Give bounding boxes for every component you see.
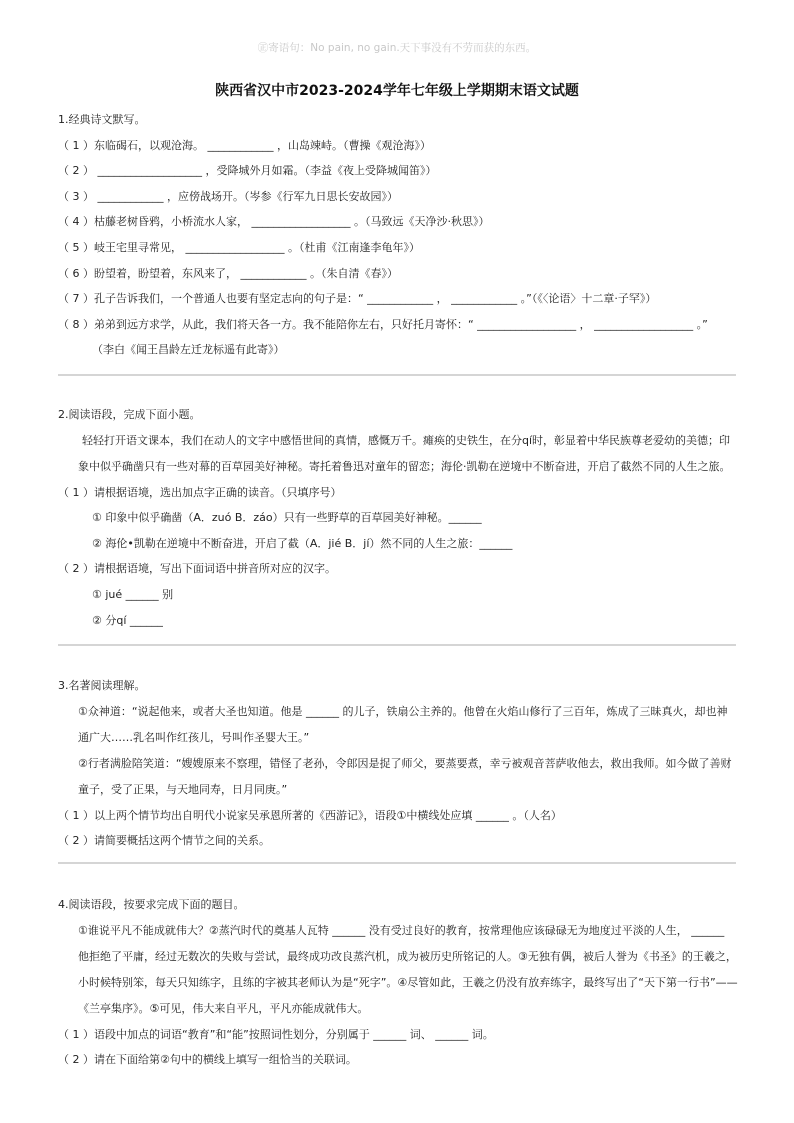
question-4-heading: 4.阅读语段，按要求完成下面的题目。 (58, 898, 245, 911)
question-1 (58, 107, 738, 363)
q1-item-4: （ 4 ）枯藤老树昏鸦，小桥流水人家， __________________ 。（马致远《天净沙·秋思》） (58, 215, 490, 229)
q1-item-5: （ 5 ）岐王宅里寻常见， __________________ 。（杜甫《江南逢李龟年》） (58, 240, 420, 254)
q2-pinyin-2: ② 分qí ______ (92, 613, 163, 627)
question-4 (58, 892, 738, 1073)
page-title: 陕西省汉中市2023-2024学年七年级上学期期末语文试题 (215, 83, 579, 99)
question-2-heading: 2.阅读语段，完成下面小题。 (58, 408, 201, 421)
divider (58, 862, 736, 864)
q2-sub-2: （ 2 ）请根据语境，写出下面词语中拼音所对应的汉字。 (58, 562, 336, 576)
question-3-heading: 3.名著阅读理解。 (58, 679, 146, 692)
divider (58, 374, 736, 376)
q1-item-6: （ 6 ）盼望着，盼望着，东风来了， ____________ 。（朱自清《春》） (58, 266, 398, 280)
q4-sub-1: （ 1 ）语段中加点的词语“教育”和“能”按照词性划分，分别属于 ______ 词、 ______ 词。 (58, 1027, 494, 1041)
question-3 (58, 673, 738, 854)
question-2 (58, 402, 738, 633)
q1-item-8-source: （李白《闻王昌龄左迁龙标遥有此寄》） (92, 343, 285, 357)
q4-passage: ①谁说平凡不能成就伟大？②蒸汽时代的奠基人瓦特 ______ 没有受过良好的教育，按常理他应该碌碌无为地度过平淡的人生， ______ 他拒绝了平庸，经过无数次的失败与尝试，最终成功改良蒸汽机，成为被历史所铭记的人。③无独有偶，被后人誉为《书圣》的王羲之，小时候特别笨，每天只知练字，且练的字被其老师认为是“死字”。④尽管如此，王羲之仍没有放弃练字，最终写出了“天下第一行书”——《兰亭集序》。⑤可见，伟大来自平凡，平凡亦能成就伟大。 (78, 923, 738, 1015)
q3-passage-2: ②行者满脸陪笑道：“嫂嫂原来不察理，错怪了老孙，令郎因是捉了师父，要蒸要煮，幸亏被观音菩萨收他去，救出我师。如今做了善财童子，受了正果，与天地同寿，日月同庚。” (78, 756, 732, 796)
q1-item-1: （ 1 ）东临碣石，以观沧海。 ____________ ，山岛竦峙。（曹操《观沧海》） (58, 138, 431, 152)
q2-option-2: ② 海伦•凯勒在逆境中不断奋进，开启了截（A．jié B．jí）然不同的人生之旅：______ (92, 536, 513, 550)
q1-item-3: （ 3 ） ____________ ，应傍战场开。（岑参《行军九日思长安故园》） (58, 189, 398, 203)
question-1-heading: 1.经典诗文默写。 (58, 113, 146, 126)
q1-item-7: （ 7 ）孔子告诉我们，一个普通人也要有坚定志向的句子是：“ ____________ ， ____________ 。”（《〈论语〉十二章·子罕》） (58, 292, 657, 306)
q2-passage: 轻轻打开语文课本，我们在动人的文字中感悟世间的真情，感慨万千。瘫痪的史铁生，在分qí时，彰显着中华民族尊老爱幼的美德；印象中似乎确凿只有一些对幕的百草园美好神秘。寄托着鲁迅对童年的留恋；海伦·凯勒在逆境中不断奋进，开启了截然不同的人生之旅。 (78, 433, 731, 473)
q3-passage-1: ①众神道：“说起他来，或者大圣也知道。他是 ______ 的儿子，铁扇公主养的。他曾在火焰山修行了三百年，炼成了三昧真火，却也神通广大……乳名叫作红孩儿，号叫作圣婴大王。” (78, 704, 728, 744)
q2-pinyin-1: ① jué ______ 别 (92, 587, 174, 601)
q3-sub-2: （ 2 ）请简要概括这两个情节之间的关系。 (58, 834, 270, 848)
q2-option-1: ① 印象中似乎确凿（A．zuó B．záo）只有一些野草的百草园美好神秘。______ (92, 511, 482, 525)
q1-item-2: （ 2 ） ___________________ ，受降城外月如霜。（李益《夜上受降城闻笛》） (58, 164, 437, 178)
q1-item-8: （ 8 ）弟弟到远方求学，从此，我们将天各一方。我不能陪你左右，只好托月寄怀：“ __________________ ， __________________ 。” (58, 317, 708, 331)
q2-sub-1: （ 1 ）请根据语境，选出加点字正确的读音。（只填序号） (58, 485, 342, 499)
divider (58, 644, 736, 646)
q4-sub-2: （ 2 ）请在下面给第②句中的横线上填写一组恰当的关联词。 (58, 1053, 357, 1067)
motto-header: ㊣寄语句：No pain, no gain.天下事没有不劳而获的东西。 (257, 42, 537, 54)
q3-sub-1: （ 1 ）以上两个情节均出自明代小说家吴承恩所著的《西游记》，语段①中横线处应填 ______ 。（人名） (58, 808, 562, 822)
